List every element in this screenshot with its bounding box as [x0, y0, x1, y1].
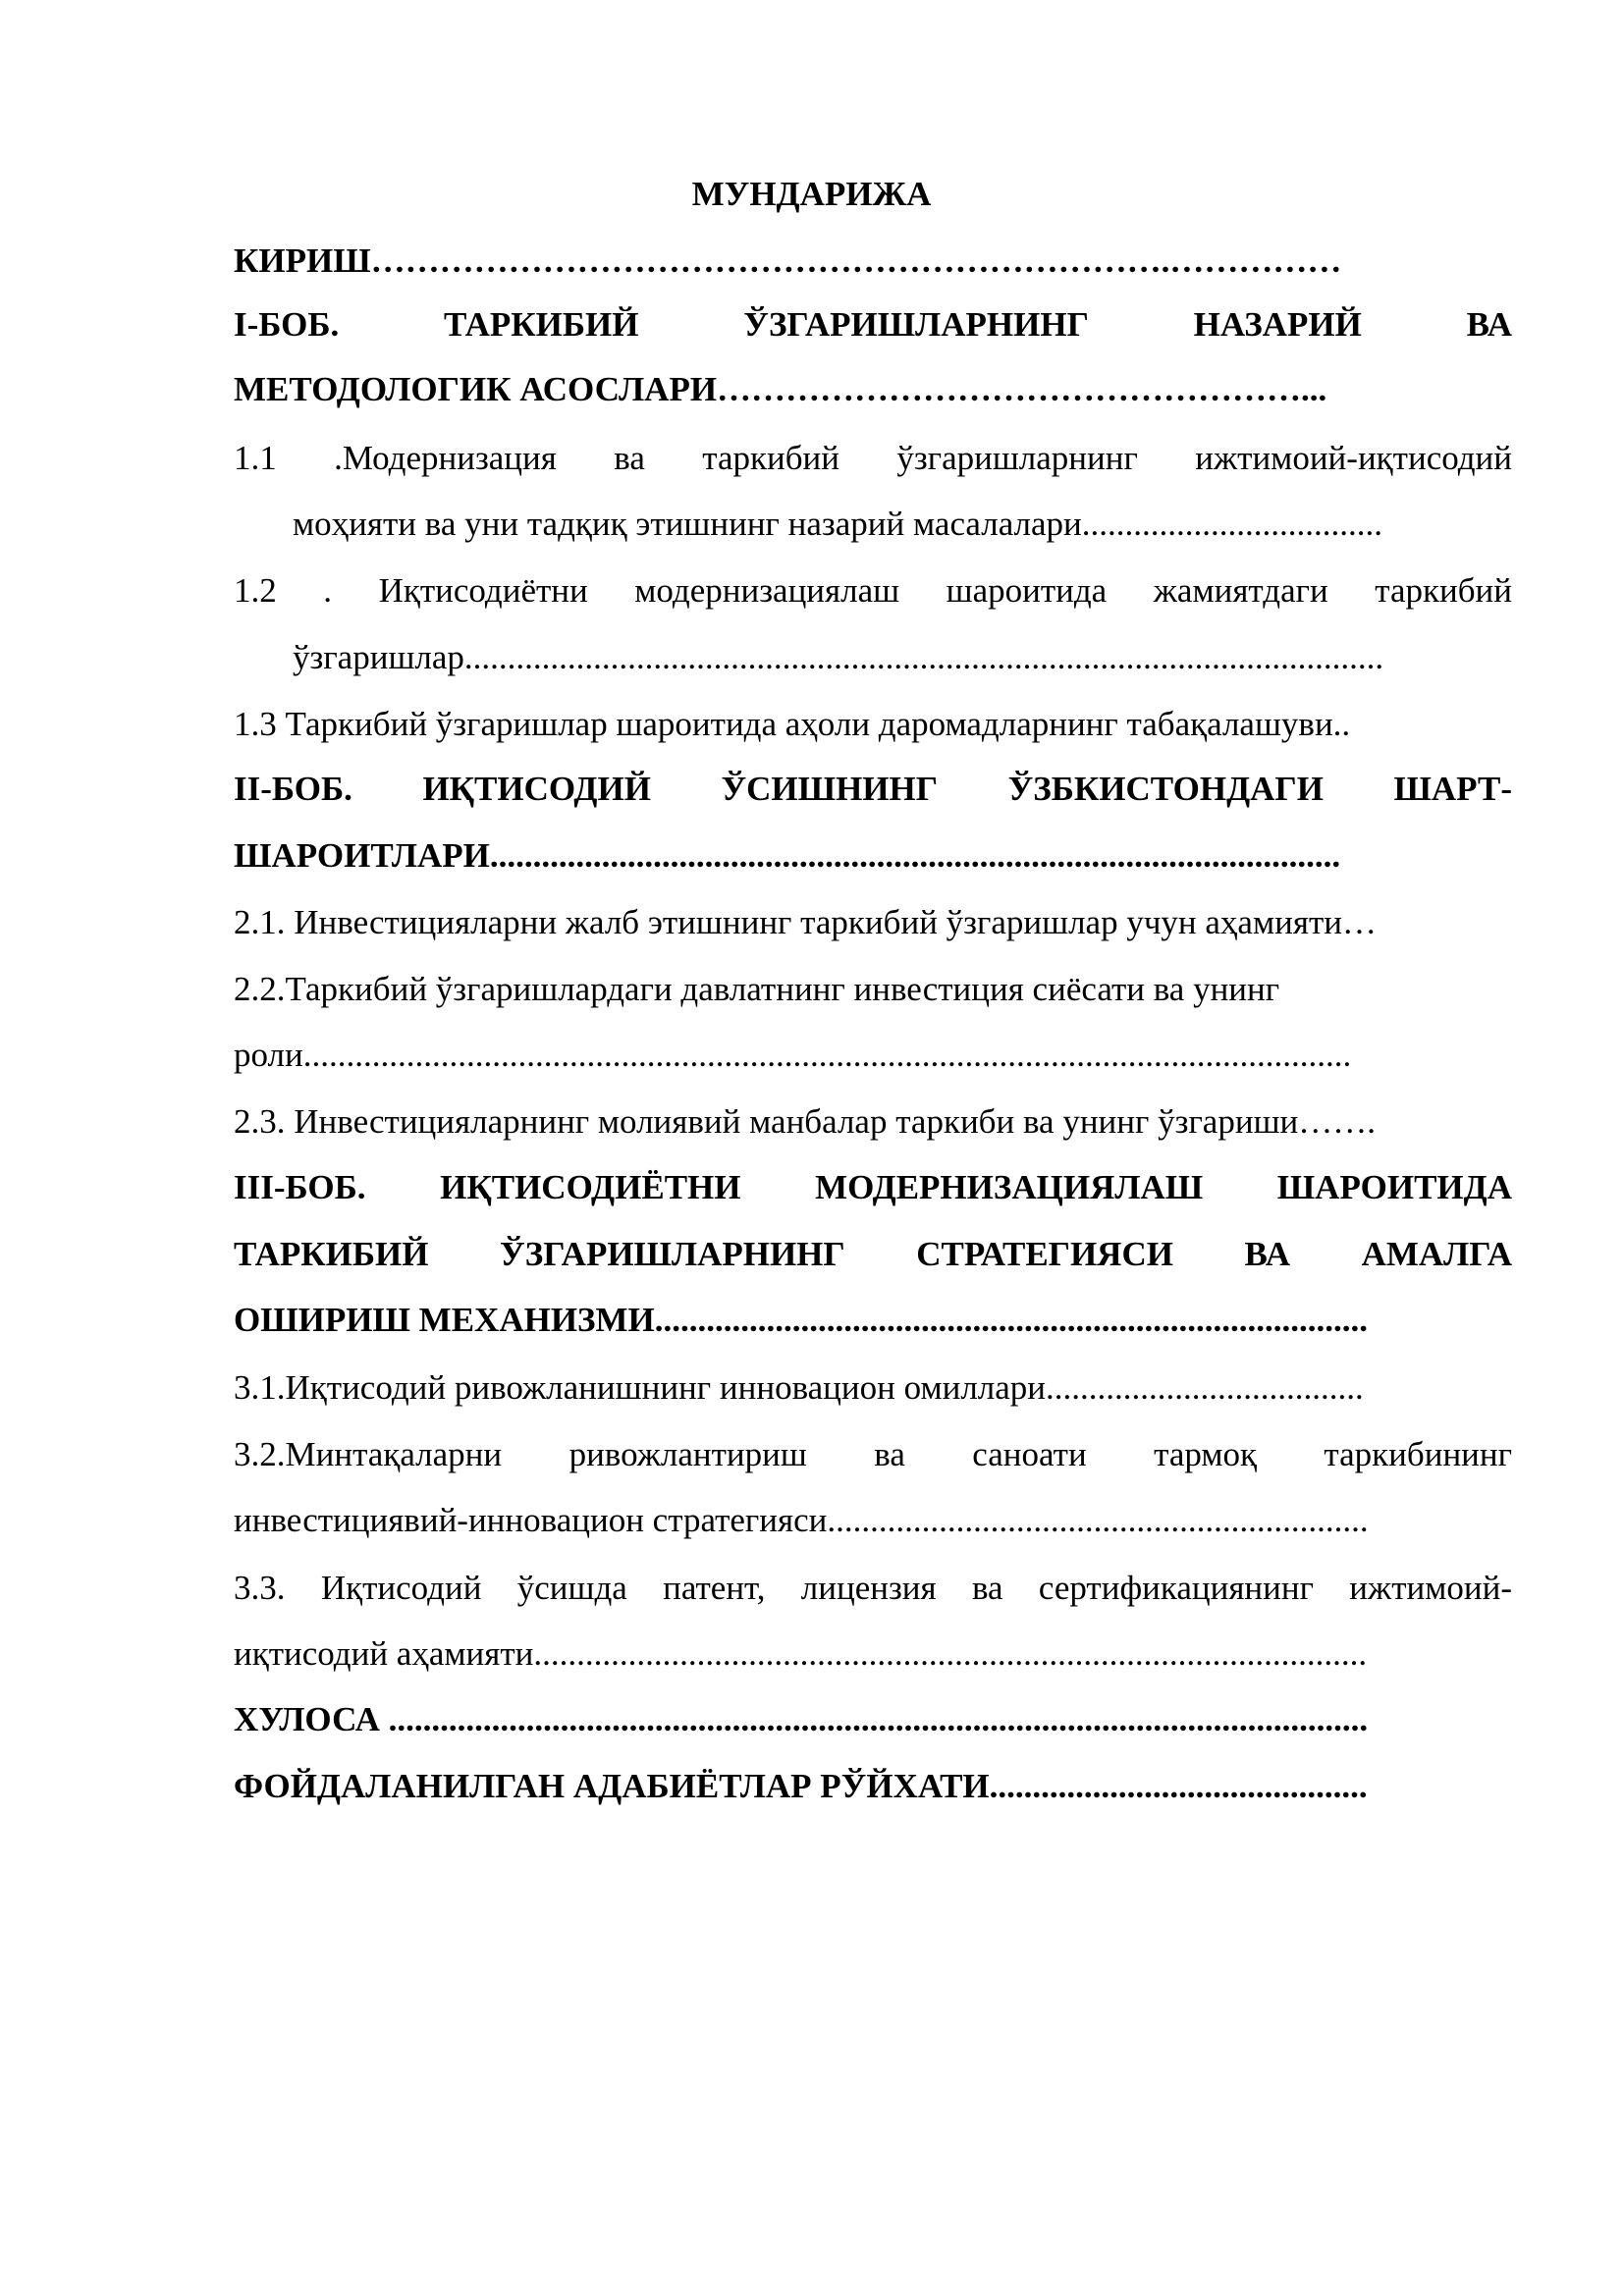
toc-chapter-3-line-3: ОШИРИШ МЕХАНИЗМИ...................................................................................: [234, 1301, 1369, 1339]
toc-section-1-2-line-2: ўзгаришлар...........................................................................................................: [293, 638, 1384, 676]
toc-entry-introduction: КИРИШ…………………………………………………………….……………: [234, 241, 1342, 280]
toc-title: МУНДАРИЖА: [691, 175, 932, 213]
toc-section-3-3-line-2: иқтисодий аҳамияти.................................................................................................: [234, 1634, 1368, 1673]
toc-chapter-2-line-1: II-БОБ. ИҚТИСОДИЙ ЎСИШНИНГ ЎЗБКИСТОНДАГИ ШАРТ-: [234, 770, 1512, 808]
toc-section-3-2-line-2: инвестициявий-инновацион стратегияси...............................................................: [234, 1501, 1369, 1539]
toc-entry-references: ФОЙДАЛАНИЛГАН АДАБИЁТЛАР РЎЙХАТИ............................................: [234, 1767, 1368, 1805]
toc-section-1-1-line-2: моҳияти ва уни тадқиқ этишнинг назарий масалалари...................................: [293, 505, 1383, 543]
toc-section-2-2-line-1: 2.2.Таркибий ўзгаришлардаги давлатнинг инвестиция сиёсати ва унинг: [234, 970, 1280, 1008]
toc-section-3-3-line-1: 3.3. Иқтисодий ўсишда патент, лицензия ва сертификациянинг ижтимоий-: [234, 1569, 1512, 1607]
toc-chapter-1-line-1: I-БОБ. ТАРКИБИЙ ЎЗГАРИШЛАРНИНГ НАЗАРИЙ ВА: [234, 305, 1512, 344]
toc-section-3-1: 3.1.Иқтисодий ривожланишнинг инновацион омиллари.....................................: [234, 1368, 1364, 1407]
toc-section-1-2-line-1: 1.2 . Иқтисодиётни модернизациялаш шароитида жамиятдаги таркибий: [234, 571, 1512, 610]
toc-section-1-3: 1.3 Таркибий ўзгаришлар шароитида аҳоли даромадларнинг табақалашуви..: [234, 705, 1351, 743]
toc-chapter-3-line-1: III-БОБ. ИҚТИСОДИЁТНИ МОДЕРНИЗАЦИЯЛАШ ШАРОИТИДА: [234, 1168, 1512, 1206]
toc-section-3-2-line-1: 3.2.Минтақаларни ривожлантириш ва саноати тармоқ таркибининг: [234, 1435, 1512, 1473]
toc-section-2-3: 2.3. Инвестицияларнинг молиявий манбалар таркиби ва унинг ўзгариши…….: [234, 1102, 1376, 1141]
toc-section-2-1: 2.1. Инвестицияларни жалб этишнинг таркибий ўзгаришлар учун аҳамияти…: [234, 903, 1377, 941]
toc-chapter-3-line-2: ТАРКИБИЙ ЎЗГАРИШЛАРНИНГ СТРАТЕГИЯСИ ВА АМАЛГА: [234, 1235, 1512, 1273]
toc-chapter-1-line-2: МЕТОДОЛОГИК АСОСЛАРИ……………………………………………...: [234, 370, 1327, 408]
toc-section-1-1-line-1: 1.1 .Модернизация ва таркибий ўзгаришларнинг ижтимоий-иқтисодий: [234, 439, 1512, 477]
toc-section-2-2-line-2: роли..........................................................................................................................: [234, 1036, 1352, 1074]
toc-chapter-2-line-2: ШАРОИТЛАРИ...................................................................................................: [234, 836, 1341, 875]
toc-entry-conclusion: ХУЛОСА ..................................................................................................................: [234, 1700, 1369, 1738]
